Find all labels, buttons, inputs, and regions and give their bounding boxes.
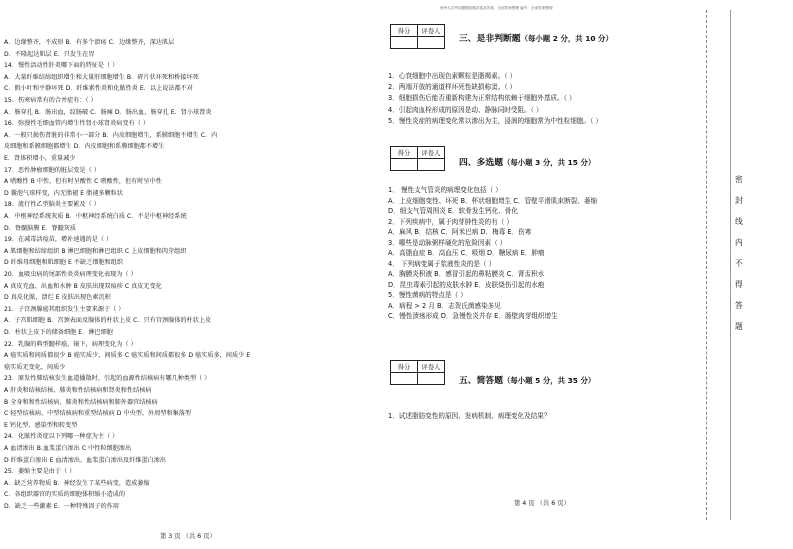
question-line: 18．流行性乙型脑炎主要累及（ ） xyxy=(4,201,100,209)
question-line: A．中枢神经系统灰质 B．中枢神经系统白质 C．不是中枢神经系统 xyxy=(4,213,187,220)
question-line: 5．慢性炎症的病理变化常以渗出为主，浸润的细胞常为中性粒细胞。（ ） xyxy=(388,116,602,125)
question-line: 23．原发性肺结核发生血道播散时，引起的血源性结核病有哪几种类型（ ） xyxy=(4,375,211,383)
question-line: D．柱状上皮下的储备细胞 E．淋巴细胞 xyxy=(4,329,113,336)
question-line: 皮细胞和系膜细胞都增生 D．内皮细胞和系膜细胞都不增生 xyxy=(4,143,165,151)
seal-character: 答 xyxy=(735,301,743,310)
question-line: 3．哪些是动脉粥样硬化的危险因素（ ） xyxy=(388,238,507,247)
question-line: A．大量纤维结缔组织增生和大量肝细胞增生 B．碎片状坏死和桥接坏死 xyxy=(4,73,199,81)
question-line: 20．血吸虫病的尾部性炎炎病理变化表现为（ ） xyxy=(4,271,137,278)
question-line: 5．慢性菌病的特点是（ ） xyxy=(388,291,467,299)
question-line: A．麻风 B．结核 C．阿米巴病 D．梅毒 E．伤寒 xyxy=(388,228,532,236)
seal-character: 内 xyxy=(735,238,743,247)
question-line: A．高脂血症 B．高血压 C．吸烟 D．糖尿病 E．肿瘤 xyxy=(388,249,545,257)
question-line: 25．萎缩主要是由于（ ） xyxy=(4,468,76,476)
score-box-section-5 xyxy=(390,360,445,385)
question-line: D 真皮化脓，溃烂 E 皮肤出现色素沉积 xyxy=(4,294,111,302)
score-cell[interactable] xyxy=(391,37,418,49)
question-line: A．子宫肌细胞 B．宫颈表面及腺体的柱状上皮 C．只有宫颈腺体的柱状上皮 xyxy=(4,317,212,325)
question-line: 16．弥漫性毛细血管内增生性肾小球肾炎病变有（ ） xyxy=(4,120,150,128)
page-4 xyxy=(384,0,696,549)
score-label: 得分 xyxy=(391,25,418,37)
question-line: D．脊髓脑膜 E．脊髓灰质 xyxy=(4,224,77,232)
question-line: 24．化脓性炎症以下列哪一种症为主（ ） xyxy=(4,433,119,441)
seal-character: 密 xyxy=(735,175,743,184)
score-cell[interactable] xyxy=(391,373,418,385)
question-line: D．不隆起达肌层 E．只发生在胃 xyxy=(4,50,95,58)
seal-character: 封 xyxy=(735,196,743,205)
question-line: D．缺乏一些激素 E．一种特殊因子的作用 xyxy=(4,503,120,510)
question-line: E 钙化型、感染型和转变型 xyxy=(4,421,78,429)
score-box-section-3 xyxy=(390,24,445,49)
question-line: A 肝炎和结核结核、肺炎和性结核病和肾炎和性结核病 xyxy=(4,387,152,394)
question-line: C．各组织器官的实质的细胞体积缩小造成的 xyxy=(4,491,126,499)
question-line: A 血清渗出 B.血浆蛋白渗出 C 中性粒细胞渗出 xyxy=(4,445,132,452)
section-3-title xyxy=(459,31,613,44)
question-line: 22．乳腺的典型髓样癌，镜下，病理变化为（ ） xyxy=(4,340,137,348)
question-line: D 纤维蛋白渗出 E 血清渗出、血浆蛋白渗出及纤维蛋白渗出 xyxy=(4,456,167,464)
section-3-heading: 三、是非判断题 xyxy=(459,34,521,44)
question-line: A 癌实质和间质都很少 B 癌实质少，间质多 C 癌实质和间质都很多 D 癌实质多，间质少 E xyxy=(4,352,251,360)
header-note: 贵州大学考试题模拟题试卷及答案，全部答案整理 编号：全部答案整理 xyxy=(440,6,553,10)
question-line: B 全身和和性结核病、肺炎和性结核病和肺外器官结核病 xyxy=(4,398,158,406)
question-line: D．昆虫毒素引起的皮肤水肿 E．皮肤烧伤引起的水疱 xyxy=(388,280,545,289)
question-line: A．肠穿孔 B．肠出血，纹肠破 C．肠痛 D．肠出血，肠穿孔 E．肾小球肾炎 xyxy=(4,108,212,116)
question-line: 1．试述脂肪变性的原因、发病机制、病理变化及结果？ xyxy=(388,412,551,420)
question-line: A 肌细胞和结缔组织 B 淋巴细胞和淋巴组织 C 上皮细胞和肉芽组织 xyxy=(4,247,187,255)
section-4-points: （每小题 3 分，共 15 分） xyxy=(503,158,596,167)
score-cell[interactable] xyxy=(391,159,418,171)
question-line: D 囊泡气球样变，内无脂褪 E 脂褪多颗粒状 xyxy=(4,189,124,197)
question-line: A．边缘整齐，不成形 B．有多个溃疡 C．边缘整齐，深达肌层 xyxy=(4,39,175,46)
score-box-section-4 xyxy=(390,146,445,171)
section-4-title xyxy=(459,155,595,168)
page-number-right: 第 4 页 （共 6 页） xyxy=(514,500,570,507)
fold-line xyxy=(706,10,707,520)
section-5-title xyxy=(459,373,595,386)
question-line: 2．两端开放的通道样坏死性缺损称窦。（ ） xyxy=(388,83,517,92)
question-line: 4． 下列病变属于浆液性炎的是（ ） xyxy=(388,259,496,268)
score-label: 得分 xyxy=(391,147,418,159)
question-line: 2．下列疾病中，属于肉芽肿性炎的有（ ） xyxy=(388,217,513,226)
section-5-heading: 五、简答题 xyxy=(459,376,503,386)
question-line: 19．在减毒活疫苗，增补速遇的是（ ） xyxy=(4,236,113,244)
question-line: 15．伤寒病常有的合并症有：（ ） xyxy=(4,97,97,104)
section-5-points: （每小题 5 分，共 35 分） xyxy=(503,376,596,385)
question-line: A．上皮细胞变性、坏死 B．杯状细胞增生 C．管壁平滑肌束断裂、萎缩 xyxy=(388,196,598,205)
grader-label: 评卷人 xyxy=(418,361,445,373)
question-line: A．病程 > 2 月 B．志贺氏菌感染多见 xyxy=(388,301,501,310)
section-3-points: （每小题 2 分，共 10 分） xyxy=(520,34,613,43)
question-line: A 嗜酸性 B 中性，但有时呈酸性 C 嗜酸性，但有时呈中性 xyxy=(4,178,162,186)
question-line: C．假小叶和平静坏死 D．纤维素性炎和化脓性炎 E．以上说法都不对 xyxy=(4,85,193,93)
question-line: D．细支气管周围炎 E．软骨发生钙化、骨化 xyxy=(388,207,519,215)
question-line: E．肾体积增小，重量减少 xyxy=(4,155,76,162)
section-4-heading: 四、多选题 xyxy=(459,158,503,168)
seal-character: 不 xyxy=(735,259,743,268)
question-line: A 真皮充血、出血和水肿 B 皮肤出现双痕疹 C 真皮无变化 xyxy=(4,282,162,290)
question-line: 21．子宫颈腺癌其组织发生主要来源于（ ） xyxy=(4,305,125,313)
grader-label: 评卷人 xyxy=(418,25,445,37)
question-line: 4．引起肉血栓形成的原因是动、静脉同时受阻。（ ） xyxy=(388,105,543,114)
question-line: 1．心衰细胞中出现色素颗粒是脂褐素。（ ） xyxy=(388,72,517,80)
question-line: A．胸膜炎积液 B．感冒引起的鼻粘膜炎 C．肾盂积水 xyxy=(388,270,545,278)
question-line: C 轻型结核病、中型结核病和重型结核病 D 中央型、外周型和集落型 xyxy=(4,410,192,418)
grader-cell[interactable] xyxy=(418,373,445,385)
seal-character: 线 xyxy=(735,217,743,226)
question-line: 1． 慢性支气管炎的病理变化包括（ ） xyxy=(388,186,502,194)
grader-label: 评卷人 xyxy=(418,147,445,159)
score-label: 得分 xyxy=(391,361,418,373)
grader-cell[interactable] xyxy=(418,159,445,171)
question-line: 癌实质无变化，间质少 xyxy=(4,363,66,371)
question-line: A．一般只损伤肾脏的非常小一部分 B．内皮细胞增生，系膜细胞不增生 C．内 xyxy=(4,131,218,139)
page-number-left: 第 3 页 （共 6 页） xyxy=(160,533,216,540)
binding-line xyxy=(730,10,731,520)
question-line: 14．慢性活动性肝炎哪下面的特征是（ ） xyxy=(4,62,119,70)
question-line: 17．恶性肿瘤细胞的脏层变是（ ） xyxy=(4,166,100,174)
question-line: A．缺乏营养物质 B．神经发生了某些病变，造成萎缩 xyxy=(4,479,150,487)
question-line: 3．细胞损伤后能否重新构建为正常结构依赖于细胞外基质。（ ） xyxy=(388,94,576,103)
seal-character: 得 xyxy=(735,280,743,289)
page-3 xyxy=(0,0,383,549)
question-line: D 纤维母细胞和肌细胞 E 不缺乏细胞和组织 xyxy=(4,259,124,267)
seal-character: 题 xyxy=(735,322,743,331)
grader-cell[interactable] xyxy=(418,37,445,49)
question-line: C．慢性溃疡形成 D．急慢性炎并存 E．肠壁肉芽组织增生 xyxy=(388,312,558,320)
